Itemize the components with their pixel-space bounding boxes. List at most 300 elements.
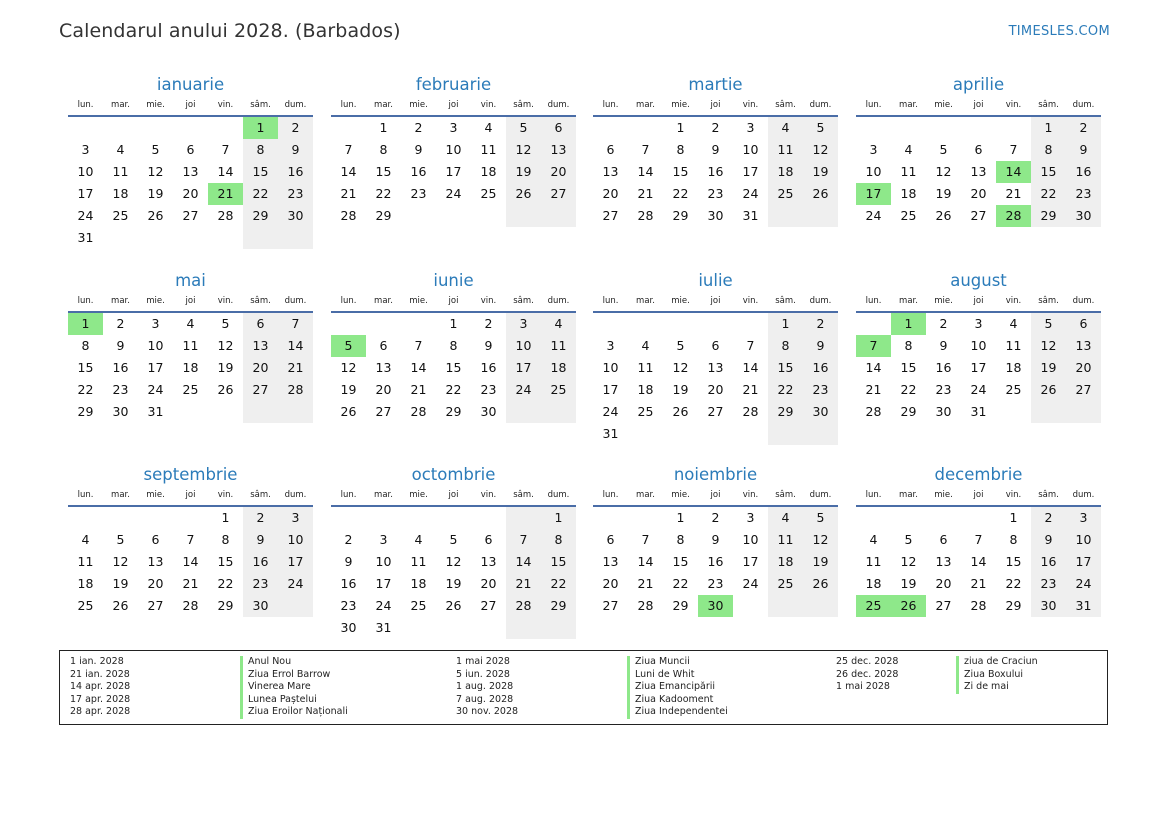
day-cell[interactable]: 24 — [970, 382, 987, 397]
day-cell[interactable]: 9 — [1031, 529, 1066, 551]
day-cell[interactable]: 9 — [939, 338, 948, 353]
day-cell[interactable]: 10 — [970, 338, 987, 353]
day-cell[interactable]: 14 — [217, 164, 234, 179]
day-cell[interactable]: 7 — [641, 532, 650, 547]
day-cell[interactable]: 5 — [506, 117, 541, 139]
day-cell[interactable]: 14 — [996, 161, 1031, 183]
day-cell[interactable]: 26 — [803, 573, 838, 595]
day-cell[interactable]: 27 — [970, 208, 987, 223]
day-cell[interactable]: 26 — [935, 208, 952, 223]
day-cell[interactable]: 2 — [803, 313, 838, 335]
day-cell[interactable]: 24 — [1066, 573, 1101, 595]
day-cell[interactable]: 23 — [243, 573, 278, 595]
day-cell[interactable]: 9 — [243, 529, 278, 551]
day-cell[interactable]: 12 — [445, 554, 462, 569]
day-cell[interactable]: 30 — [340, 620, 357, 635]
day-cell[interactable]: 1 — [1009, 510, 1018, 525]
day-cell[interactable]: 18 — [900, 186, 917, 201]
day-cell[interactable]: 2 — [1031, 507, 1066, 529]
day-cell[interactable]: 27 — [602, 598, 619, 613]
day-cell[interactable]: 16 — [935, 360, 952, 375]
day-cell[interactable]: 11 — [865, 554, 882, 569]
day-cell[interactable]: 7 — [856, 335, 891, 357]
day-cell[interactable]: 14 — [278, 335, 313, 357]
day-cell[interactable]: 26 — [506, 183, 541, 205]
day-cell[interactable]: 24 — [506, 379, 541, 401]
day-cell[interactable]: 11 — [182, 338, 199, 353]
day-cell[interactable]: 8 — [379, 142, 388, 157]
day-cell[interactable]: 12 — [217, 338, 234, 353]
day-cell[interactable]: 9 — [278, 139, 313, 161]
day-cell[interactable]: 14 — [637, 164, 654, 179]
day-cell[interactable]: 13 — [1066, 335, 1101, 357]
day-cell[interactable]: 21 — [182, 576, 199, 591]
day-cell[interactable]: 16 — [1031, 551, 1066, 573]
day-cell[interactable]: 16 — [707, 164, 724, 179]
day-cell[interactable]: 27 — [243, 379, 278, 401]
day-cell[interactable]: 26 — [672, 404, 689, 419]
day-cell[interactable]: 1 — [379, 120, 388, 135]
day-cell[interactable]: 9 — [711, 142, 720, 157]
day-cell[interactable]: 2 — [484, 316, 493, 331]
day-cell[interactable]: 19 — [1031, 357, 1066, 379]
day-cell[interactable]: 21 — [865, 382, 882, 397]
day-cell[interactable]: 23 — [278, 183, 313, 205]
day-cell[interactable]: 17 — [375, 576, 392, 591]
day-cell[interactable]: 19 — [935, 186, 952, 201]
day-cell[interactable]: 18 — [182, 360, 199, 375]
day-cell[interactable]: 9 — [1066, 139, 1101, 161]
day-cell[interactable]: 4 — [869, 532, 878, 547]
day-cell[interactable]: 18 — [77, 576, 94, 591]
day-cell[interactable]: 31 — [970, 404, 987, 419]
day-cell[interactable]: 27 — [935, 598, 952, 613]
day-cell[interactable]: 3 — [379, 532, 388, 547]
day-cell[interactable]: 30 — [803, 401, 838, 423]
day-cell[interactable]: 25 — [480, 186, 497, 201]
day-cell[interactable]: 12 — [935, 164, 952, 179]
day-cell[interactable]: 15 — [1005, 554, 1022, 569]
day-cell[interactable]: 8 — [768, 335, 803, 357]
day-cell[interactable]: 21 — [278, 357, 313, 379]
day-cell[interactable]: 20 — [602, 186, 619, 201]
day-cell[interactable]: 12 — [900, 554, 917, 569]
day-cell[interactable]: 12 — [803, 139, 838, 161]
day-cell[interactable]: 23 — [480, 382, 497, 397]
day-cell[interactable]: 1 — [68, 313, 103, 335]
day-cell[interactable]: 29 — [243, 205, 278, 227]
day-cell[interactable]: 13 — [375, 360, 392, 375]
day-cell[interactable]: 7 — [186, 532, 195, 547]
day-cell[interactable]: 5 — [151, 142, 160, 157]
day-cell[interactable]: 12 — [340, 360, 357, 375]
day-cell[interactable]: 8 — [243, 139, 278, 161]
day-cell[interactable]: 9 — [414, 142, 423, 157]
day-cell[interactable]: 21 — [637, 576, 654, 591]
day-cell[interactable]: 1 — [676, 510, 685, 525]
day-cell[interactable]: 30 — [480, 404, 497, 419]
day-cell[interactable]: 22 — [77, 382, 94, 397]
day-cell[interactable]: 10 — [602, 360, 619, 375]
day-cell[interactable]: 5 — [904, 532, 913, 547]
day-cell[interactable]: 28 — [217, 208, 234, 223]
day-cell[interactable]: 3 — [974, 316, 983, 331]
day-cell[interactable]: 10 — [375, 554, 392, 569]
day-cell[interactable]: 10 — [445, 142, 462, 157]
day-cell[interactable]: 1 — [891, 313, 926, 335]
day-cell[interactable]: 27 — [182, 208, 199, 223]
day-cell[interactable]: 1 — [768, 313, 803, 335]
day-cell[interactable]: 5 — [676, 338, 685, 353]
day-cell[interactable]: 25 — [856, 595, 891, 617]
day-cell[interactable]: 26 — [445, 598, 462, 613]
day-cell[interactable]: 14 — [340, 164, 357, 179]
day-cell[interactable]: 15 — [900, 360, 917, 375]
day-cell[interactable]: 5 — [116, 532, 125, 547]
day-cell[interactable]: 13 — [243, 335, 278, 357]
day-cell[interactable]: 30 — [935, 404, 952, 419]
day-cell[interactable]: 23 — [707, 576, 724, 591]
day-cell[interactable]: 20 — [970, 186, 987, 201]
day-cell[interactable]: 31 — [375, 620, 392, 635]
day-cell[interactable]: 23 — [340, 598, 357, 613]
day-cell[interactable]: 24 — [375, 598, 392, 613]
day-cell[interactable]: 6 — [606, 532, 615, 547]
day-cell[interactable]: 11 — [410, 554, 427, 569]
day-cell[interactable]: 3 — [1066, 507, 1101, 529]
day-cell[interactable]: 29 — [672, 598, 689, 613]
day-cell[interactable]: 6 — [711, 338, 720, 353]
day-cell[interactable]: 10 — [742, 142, 759, 157]
day-cell[interactable]: 28 — [182, 598, 199, 613]
day-cell[interactable]: 22 — [672, 186, 689, 201]
day-cell[interactable]: 11 — [480, 142, 497, 157]
day-cell[interactable]: 2 — [711, 510, 720, 525]
day-cell[interactable]: 21 — [1005, 186, 1022, 201]
day-cell[interactable]: 24 — [77, 208, 94, 223]
day-cell[interactable]: 18 — [410, 576, 427, 591]
day-cell[interactable]: 21 — [410, 382, 427, 397]
day-cell[interactable]: 28 — [637, 598, 654, 613]
day-cell[interactable]: 3 — [869, 142, 878, 157]
day-cell[interactable]: 18 — [112, 186, 129, 201]
day-cell[interactable]: 30 — [1031, 595, 1066, 617]
day-cell[interactable]: 20 — [182, 186, 199, 201]
day-cell[interactable]: 30 — [707, 208, 724, 223]
day-cell[interactable]: 6 — [606, 142, 615, 157]
day-cell[interactable]: 2 — [116, 316, 125, 331]
day-cell[interactable]: 14 — [410, 360, 427, 375]
day-cell[interactable]: 7 — [641, 142, 650, 157]
day-cell[interactable]: 26 — [340, 404, 357, 419]
day-cell[interactable]: 27 — [707, 404, 724, 419]
day-cell[interactable]: 28 — [996, 205, 1031, 227]
day-cell[interactable]: 22 — [768, 379, 803, 401]
day-cell[interactable]: 22 — [672, 576, 689, 591]
day-cell[interactable]: 1 — [1031, 117, 1066, 139]
day-cell[interactable]: 16 — [1066, 161, 1101, 183]
day-cell[interactable]: 16 — [707, 554, 724, 569]
day-cell[interactable]: 6 — [939, 532, 948, 547]
day-cell[interactable]: 27 — [1066, 379, 1101, 401]
day-cell[interactable]: 25 — [77, 598, 94, 613]
day-cell[interactable]: 22 — [445, 382, 462, 397]
day-cell[interactable]: 29 — [217, 598, 234, 613]
day-cell[interactable]: 25 — [900, 208, 917, 223]
day-cell[interactable]: 29 — [445, 404, 462, 419]
day-cell[interactable]: 15 — [1031, 161, 1066, 183]
day-cell[interactable]: 19 — [506, 161, 541, 183]
day-cell[interactable]: 4 — [414, 532, 423, 547]
day-cell[interactable]: 2 — [711, 120, 720, 135]
day-cell[interactable]: 9 — [344, 554, 353, 569]
day-cell[interactable]: 3 — [278, 507, 313, 529]
day-cell[interactable]: 1 — [541, 507, 576, 529]
day-cell[interactable]: 19 — [803, 551, 838, 573]
day-cell[interactable]: 7 — [506, 529, 541, 551]
day-cell[interactable]: 15 — [217, 554, 234, 569]
day-cell[interactable]: 5 — [1031, 313, 1066, 335]
day-cell[interactable]: 21 — [340, 186, 357, 201]
day-cell[interactable]: 12 — [672, 360, 689, 375]
day-cell[interactable]: 25 — [637, 404, 654, 419]
day-cell[interactable]: 14 — [182, 554, 199, 569]
day-cell[interactable]: 17 — [278, 551, 313, 573]
day-cell[interactable]: 17 — [506, 357, 541, 379]
day-cell[interactable]: 3 — [746, 510, 755, 525]
day-cell[interactable]: 29 — [768, 401, 803, 423]
day-cell[interactable]: 30 — [698, 595, 733, 617]
day-cell[interactable]: 7 — [746, 338, 755, 353]
day-cell[interactable]: 9 — [484, 338, 493, 353]
day-cell[interactable]: 15 — [375, 164, 392, 179]
day-cell[interactable]: 13 — [541, 139, 576, 161]
day-cell[interactable]: 19 — [672, 382, 689, 397]
day-cell[interactable]: 26 — [217, 382, 234, 397]
day-cell[interactable]: 3 — [449, 120, 458, 135]
day-cell[interactable]: 25 — [768, 183, 803, 205]
day-cell[interactable]: 24 — [602, 404, 619, 419]
day-cell[interactable]: 27 — [375, 404, 392, 419]
day-cell[interactable]: 18 — [768, 161, 803, 183]
day-cell[interactable]: 18 — [1005, 360, 1022, 375]
day-cell[interactable]: 1 — [221, 510, 230, 525]
day-cell[interactable]: 8 — [676, 532, 685, 547]
day-cell[interactable]: 25 — [410, 598, 427, 613]
day-cell[interactable]: 11 — [541, 335, 576, 357]
day-cell[interactable]: 24 — [742, 576, 759, 591]
day-cell[interactable]: 10 — [278, 529, 313, 551]
day-cell[interactable]: 2 — [243, 507, 278, 529]
day-cell[interactable]: 13 — [602, 164, 619, 179]
day-cell[interactable]: 13 — [480, 554, 497, 569]
day-cell[interactable]: 21 — [208, 183, 243, 205]
day-cell[interactable]: 9 — [711, 532, 720, 547]
day-cell[interactable]: 17 — [856, 183, 891, 205]
day-cell[interactable]: 18 — [637, 382, 654, 397]
day-cell[interactable]: 30 — [112, 404, 129, 419]
day-cell[interactable]: 18 — [541, 357, 576, 379]
day-cell[interactable]: 19 — [445, 576, 462, 591]
day-cell[interactable]: 27 — [602, 208, 619, 223]
day-cell[interactable]: 23 — [803, 379, 838, 401]
day-cell[interactable]: 19 — [900, 576, 917, 591]
day-cell[interactable]: 7 — [1009, 142, 1018, 157]
day-cell[interactable]: 29 — [672, 208, 689, 223]
day-cell[interactable]: 29 — [77, 404, 94, 419]
day-cell[interactable]: 8 — [904, 338, 913, 353]
day-cell[interactable]: 26 — [147, 208, 164, 223]
day-cell[interactable]: 12 — [147, 164, 164, 179]
day-cell[interactable]: 23 — [112, 382, 129, 397]
day-cell[interactable]: 15 — [243, 161, 278, 183]
day-cell[interactable]: 11 — [77, 554, 94, 569]
day-cell[interactable]: 17 — [742, 164, 759, 179]
day-cell[interactable]: 30 — [278, 205, 313, 227]
day-cell[interactable]: 15 — [768, 357, 803, 379]
day-cell[interactable]: 21 — [742, 382, 759, 397]
day-cell[interactable]: 13 — [147, 554, 164, 569]
day-cell[interactable]: 5 — [221, 316, 230, 331]
day-cell[interactable]: 30 — [243, 595, 278, 617]
day-cell[interactable]: 21 — [970, 576, 987, 591]
day-cell[interactable]: 26 — [891, 595, 926, 617]
day-cell[interactable]: 28 — [506, 595, 541, 617]
day-cell[interactable]: 26 — [112, 598, 129, 613]
day-cell[interactable]: 15 — [77, 360, 94, 375]
day-cell[interactable]: 24 — [865, 208, 882, 223]
day-cell[interactable]: 21 — [506, 573, 541, 595]
day-cell[interactable]: 23 — [935, 382, 952, 397]
day-cell[interactable]: 9 — [116, 338, 125, 353]
day-cell[interactable]: 11 — [1005, 338, 1022, 353]
day-cell[interactable]: 12 — [803, 529, 838, 551]
day-cell[interactable]: 4 — [768, 507, 803, 529]
day-cell[interactable]: 15 — [445, 360, 462, 375]
day-cell[interactable]: 4 — [641, 338, 650, 353]
day-cell[interactable]: 4 — [768, 117, 803, 139]
day-cell[interactable]: 11 — [768, 529, 803, 551]
day-cell[interactable]: 24 — [445, 186, 462, 201]
day-cell[interactable]: 28 — [410, 404, 427, 419]
day-cell[interactable]: 8 — [1031, 139, 1066, 161]
day-cell[interactable]: 31 — [742, 208, 759, 223]
day-cell[interactable]: 6 — [974, 142, 983, 157]
day-cell[interactable]: 20 — [375, 382, 392, 397]
day-cell[interactable]: 10 — [865, 164, 882, 179]
day-cell[interactable]: 27 — [147, 598, 164, 613]
day-cell[interactable]: 29 — [375, 208, 392, 223]
day-cell[interactable]: 17 — [1066, 551, 1101, 573]
day-cell[interactable]: 8 — [1009, 532, 1018, 547]
day-cell[interactable]: 12 — [506, 139, 541, 161]
day-cell[interactable]: 7 — [278, 313, 313, 335]
day-cell[interactable]: 5 — [331, 335, 366, 357]
day-cell[interactable]: 23 — [410, 186, 427, 201]
day-cell[interactable]: 18 — [865, 576, 882, 591]
day-cell[interactable]: 7 — [221, 142, 230, 157]
day-cell[interactable]: 13 — [935, 554, 952, 569]
day-cell[interactable]: 28 — [742, 404, 759, 419]
day-cell[interactable]: 17 — [445, 164, 462, 179]
day-cell[interactable]: 8 — [81, 338, 90, 353]
day-cell[interactable]: 22 — [1031, 183, 1066, 205]
day-cell[interactable]: 28 — [340, 208, 357, 223]
day-cell[interactable]: 4 — [484, 120, 493, 135]
day-cell[interactable]: 18 — [768, 551, 803, 573]
day-cell[interactable]: 25 — [1005, 382, 1022, 397]
day-cell[interactable]: 5 — [803, 117, 838, 139]
day-cell[interactable]: 23 — [1066, 183, 1101, 205]
day-cell[interactable]: 10 — [506, 335, 541, 357]
day-cell[interactable]: 17 — [602, 382, 619, 397]
day-cell[interactable]: 31 — [602, 426, 619, 441]
day-cell[interactable]: 20 — [480, 576, 497, 591]
day-cell[interactable]: 24 — [742, 186, 759, 201]
day-cell[interactable]: 6 — [379, 338, 388, 353]
day-cell[interactable]: 20 — [707, 382, 724, 397]
day-cell[interactable]: 29 — [1031, 205, 1066, 227]
day-cell[interactable]: 18 — [480, 164, 497, 179]
day-cell[interactable]: 3 — [151, 316, 160, 331]
day-cell[interactable]: 20 — [147, 576, 164, 591]
day-cell[interactable]: 10 — [1066, 529, 1101, 551]
day-cell[interactable]: 21 — [637, 186, 654, 201]
day-cell[interactable]: 28 — [970, 598, 987, 613]
day-cell[interactable]: 20 — [1066, 357, 1101, 379]
day-cell[interactable]: 14 — [506, 551, 541, 573]
day-cell[interactable]: 28 — [865, 404, 882, 419]
day-cell[interactable]: 19 — [340, 382, 357, 397]
day-cell[interactable]: 2 — [278, 117, 313, 139]
day-cell[interactable]: 29 — [1005, 598, 1022, 613]
day-cell[interactable]: 23 — [707, 186, 724, 201]
day-cell[interactable]: 25 — [768, 573, 803, 595]
day-cell[interactable]: 20 — [602, 576, 619, 591]
day-cell[interactable]: 17 — [77, 186, 94, 201]
day-cell[interactable]: 15 — [672, 554, 689, 569]
day-cell[interactable]: 11 — [768, 139, 803, 161]
day-cell[interactable]: 6 — [151, 532, 160, 547]
day-cell[interactable]: 3 — [506, 313, 541, 335]
day-cell[interactable]: 11 — [637, 360, 654, 375]
day-cell[interactable]: 14 — [865, 360, 882, 375]
day-cell[interactable]: 25 — [112, 208, 129, 223]
day-cell[interactable]: 4 — [904, 142, 913, 157]
day-cell[interactable]: 6 — [243, 313, 278, 335]
day-cell[interactable]: 26 — [803, 183, 838, 205]
day-cell[interactable]: 27 — [480, 598, 497, 613]
day-cell[interactable]: 8 — [676, 142, 685, 157]
day-cell[interactable]: 29 — [900, 404, 917, 419]
day-cell[interactable]: 23 — [1031, 573, 1066, 595]
day-cell[interactable]: 20 — [541, 161, 576, 183]
day-cell[interactable]: 5 — [449, 532, 458, 547]
site-link[interactable]: TIMESLES.COM — [1008, 24, 1110, 39]
day-cell[interactable]: 16 — [480, 360, 497, 375]
day-cell[interactable]: 7 — [414, 338, 423, 353]
day-cell[interactable]: 14 — [637, 554, 654, 569]
day-cell[interactable]: 10 — [147, 338, 164, 353]
day-cell[interactable]: 6 — [1066, 313, 1101, 335]
day-cell[interactable]: 13 — [602, 554, 619, 569]
day-cell[interactable]: 16 — [803, 357, 838, 379]
day-cell[interactable]: 30 — [1066, 205, 1101, 227]
day-cell[interactable]: 7 — [344, 142, 353, 157]
day-cell[interactable]: 22 — [900, 382, 917, 397]
day-cell[interactable]: 10 — [742, 532, 759, 547]
day-cell[interactable]: 22 — [541, 573, 576, 595]
